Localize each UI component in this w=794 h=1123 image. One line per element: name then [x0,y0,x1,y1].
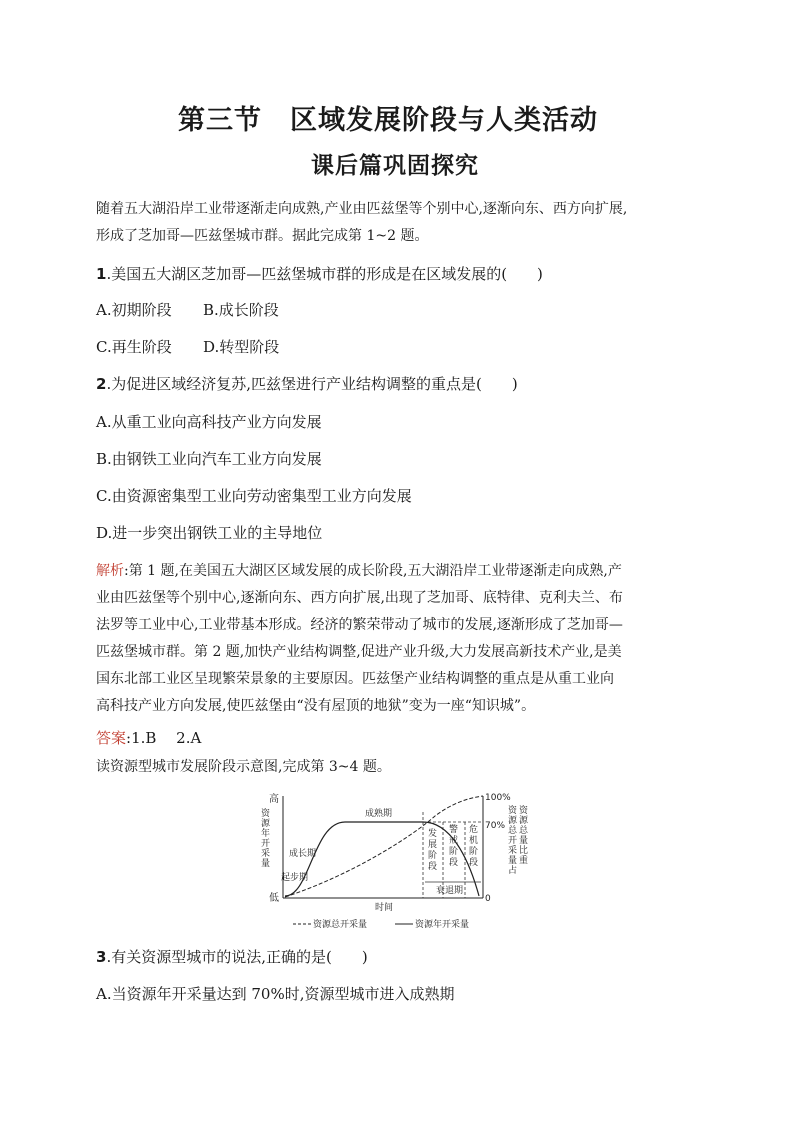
stage-mature-label: 成熟期 [365,809,393,819]
svg-text:机: 机 [469,836,479,846]
analysis-line-1: 解析:第 1 题,在美国五大湖区区域发展的成长阶段,五大湖沿岸工业带逐渐走向成熟,产 [96,563,622,579]
svg-text:发: 发 [428,829,438,839]
question-1-option-b: B.成长阶段 [203,301,279,319]
page-title: 第三节 区域发展阶段与人类活动 [178,105,598,136]
svg-text:比: 比 [519,846,529,856]
svg-text:戒: 戒 [449,836,459,846]
svg-text:总: 总 [508,826,518,836]
question-2-option-b: B.由钢铁工业向汽车工业方向发展 [96,450,322,468]
time-axis-label: 时间 [375,903,394,913]
stage-crisis-label [469,823,478,868]
svg-text:年: 年 [261,829,271,839]
passage-2: 读资源型城市发展阶段示意图,完成第 3~4 题。 [96,759,391,775]
analysis-line-3: 法罗等工业中心,工业带基本形成。经济的繁荣带动了城市的发展,逐渐形成了芝加哥— [96,617,623,633]
stage-initial-label: 起步期 [281,873,309,883]
left-axis-label [261,807,271,869]
left-axis-high: 高 [269,794,279,805]
analysis-line-2: 业由匹兹堡等个别中心,逐渐向东、西方向扩展,出现了芝加哥、底特律、克利夫兰、布 [96,590,623,606]
svg-text:资: 资 [519,806,529,816]
question-2-option-d: D.进一步突出钢铁工业的主导地位 [96,524,323,542]
analysis-label: 解析 [96,563,124,579]
question-2-stem: 2.为促进区域经济复苏,匹兹堡进行产业结构调整的重点是( ) [96,375,518,393]
passage-1-line-2: 形成了芝加哥—匹兹堡城市群。据此完成第 1~2 题。 [96,228,429,244]
passage-1-line-1: 随着五大湖沿岸工业带逐渐走向成熟,产业由匹兹堡等个别中心,逐渐向东、西方向扩展, [96,201,628,217]
svg-text:量: 量 [261,859,271,869]
analysis-line-5: 国东北部工业区呈现繁荣景象的主要原因。匹兹堡产业结构调整的重点是从重工业向 [96,671,614,687]
svg-text:采: 采 [261,849,271,859]
stage-alert-label [449,823,458,868]
svg-text:开: 开 [508,836,518,846]
question-1-option-c: C.再生阶段 [96,338,172,356]
svg-text:占: 占 [508,866,518,876]
question-2-option-a: A.从重工业向高科技产业方向发展 [96,413,322,431]
svg-text:阶: 阶 [428,851,438,861]
question-1-option-d: D.转型阶段 [203,338,280,356]
svg-text:重: 重 [519,856,529,866]
stage-growth-label: 成长期 [289,849,317,859]
svg-text:源: 源 [508,816,518,826]
page-subtitle: 课后篇巩固探究 [311,152,479,179]
svg-text:危: 危 [469,825,479,835]
svg-text:采: 采 [508,846,518,856]
analysis-line-6: 高科技产业方向发展,使匹兹堡由“没有屋顶的地狱”变为一座“知识城”。 [96,698,536,714]
svg-text:量: 量 [519,836,529,846]
svg-text:量: 量 [508,856,518,866]
svg-text:段: 段 [428,862,438,872]
legend-annual-label: 资源年开采量 [415,920,470,930]
svg-text:源: 源 [261,819,271,829]
svg-text:段: 段 [469,858,479,868]
analysis-line-4: 匹兹堡城市群。第 2 题,加快产业结构调整,促进产业升级,大力发展高新技术产业,是美 [96,644,622,660]
question-3-stem: 3.有关资源型城市的说法,正确的是( ) [96,948,368,966]
question-1-option-a: A.初期阶段 [96,301,172,319]
right-axis-100: 100% [485,793,511,803]
svg-text:阶: 阶 [469,847,479,857]
svg-text:资: 资 [508,806,518,816]
svg-text:总: 总 [519,826,529,836]
svg-text:源: 源 [519,816,529,826]
svg-text:开: 开 [261,839,271,849]
svg-text:段: 段 [449,858,459,868]
right-axis-70: 70% [485,821,506,831]
question-3-option-a: A.当资源年开采量达到 70%时,资源型城市进入成熟期 [96,985,455,1003]
svg-text:警: 警 [449,825,459,835]
resource-city-stage-diagram [255,786,545,934]
answer-line: 答案:1.B 2.A [96,729,202,747]
stage-decline-label: 衰退期 [436,886,464,896]
svg-text:展: 展 [428,840,438,850]
left-axis-low: 低 [269,893,279,904]
question-2-option-c: C.由资源密集型工业向劳动密集型工业方向发展 [96,487,412,505]
svg-text:阶: 阶 [449,847,459,857]
stage-develop-label [428,827,437,872]
right-axis-0: 0 [485,894,491,904]
answer-label: 答案 [96,729,127,747]
svg-text:资: 资 [261,809,271,819]
right-axis-label [508,804,529,876]
question-1-stem: 1.美国五大湖区芝加哥—匹兹堡城市群的形成是在区域发展的( ) [96,265,543,283]
legend-total-label: 资源总开采量 [313,920,368,930]
